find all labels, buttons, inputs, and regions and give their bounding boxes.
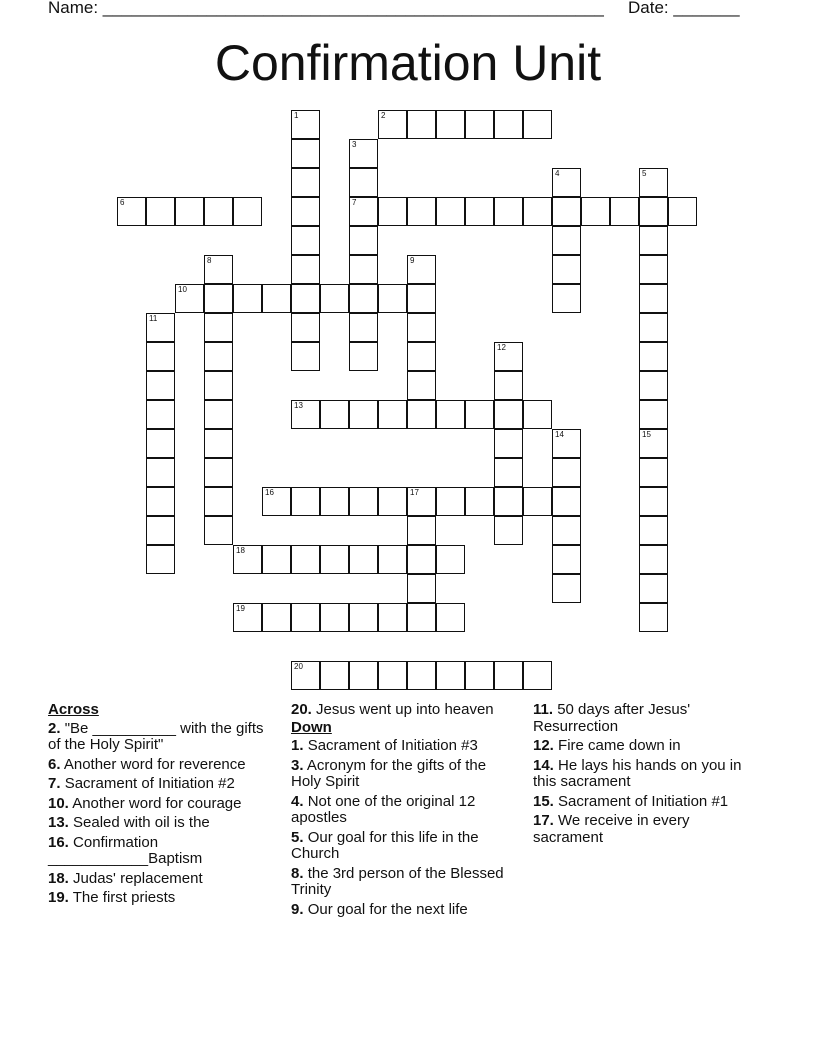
grid-cell[interactable]: [639, 226, 668, 255]
grid-cell[interactable]: [320, 487, 349, 516]
grid-cell[interactable]: [552, 226, 581, 255]
grid-cell[interactable]: [639, 516, 668, 545]
grid-cell[interactable]: [204, 400, 233, 429]
grid-cell[interactable]: [320, 284, 349, 313]
grid-cell[interactable]: [320, 603, 349, 632]
grid-cell[interactable]: [378, 603, 407, 632]
across-heading: Across: [48, 701, 99, 718]
grid-cell[interactable]: [262, 487, 291, 516]
grid-cell[interactable]: [639, 197, 668, 226]
grid-cell[interactable]: [552, 574, 581, 603]
clue-item: [533, 738, 761, 755]
clue-number: 1: [294, 111, 299, 120]
clue-text: Fire came down in: [558, 737, 681, 754]
clue-number: 5: [642, 169, 647, 178]
clue-item: [48, 835, 276, 868]
clue-number: 17: [410, 488, 419, 497]
grid-cell[interactable]: [407, 313, 436, 342]
grid-cell[interactable]: [349, 400, 378, 429]
clue-number-label: 18.: [48, 869, 69, 887]
clue-number-label: 17.: [533, 812, 554, 829]
clue-text: the 3rd person of the Blessed Trinity: [291, 864, 504, 898]
clue-number: 3: [352, 140, 357, 149]
grid-cell[interactable]: [639, 603, 668, 632]
clue-number: 13: [294, 401, 303, 410]
grid-cell[interactable]: [146, 516, 175, 545]
clue-number: 8: [207, 256, 212, 265]
clue-item: [291, 758, 516, 791]
grid-cell[interactable]: [523, 110, 552, 139]
clue-number-label: 14.: [533, 756, 554, 774]
grid-cell[interactable]: [552, 429, 581, 458]
grid-cell[interactable]: [407, 545, 436, 574]
grid-cell[interactable]: [639, 371, 668, 400]
clue-item: [291, 738, 516, 755]
grid-cell[interactable]: [639, 255, 668, 284]
grid-cell[interactable]: [436, 110, 465, 139]
grid-cell[interactable]: [146, 197, 175, 226]
grid-cell[interactable]: [465, 400, 494, 429]
grid-cell[interactable]: [407, 516, 436, 545]
grid-cell[interactable]: [291, 400, 320, 429]
clue-text: He lays his hands on you in this sacrament: [533, 756, 742, 790]
grid-cell[interactable]: [146, 429, 175, 458]
grid-cell[interactable]: [378, 284, 407, 313]
grid-cell[interactable]: [465, 197, 494, 226]
clue-item: [291, 902, 516, 919]
clue-item: [291, 866, 516, 899]
grid-cell[interactable]: [349, 545, 378, 574]
clue-number-label: 3.: [291, 756, 304, 774]
grid-cell[interactable]: [349, 487, 378, 516]
clue-item: [291, 830, 516, 863]
grid-cell[interactable]: [146, 400, 175, 429]
grid-cell[interactable]: [204, 487, 233, 516]
clue-text: We receive in every sacrament: [533, 812, 690, 846]
grid-cell[interactable]: [349, 255, 378, 284]
grid-cell[interactable]: [407, 574, 436, 603]
grid-cell[interactable]: [407, 342, 436, 371]
clue-number: 6: [120, 198, 125, 207]
grid-cell[interactable]: [494, 429, 523, 458]
grid-cell[interactable]: [436, 661, 465, 690]
clue-number: 9: [410, 256, 415, 265]
clue-text: Sacrament of Initiation #3: [307, 737, 478, 754]
grid-cell[interactable]: [204, 371, 233, 400]
grid-cell[interactable]: [407, 400, 436, 429]
clue-number: 19: [236, 604, 245, 613]
clue-number: 11: [149, 314, 158, 323]
grid-cell[interactable]: [639, 574, 668, 603]
clue-item: [48, 721, 276, 754]
grid-cell[interactable]: [436, 400, 465, 429]
clue-number-label: 19.: [48, 889, 69, 906]
grid-cell[interactable]: [639, 545, 668, 574]
clue-item: [48, 890, 276, 907]
grid-cell[interactable]: [349, 342, 378, 371]
grid-cell[interactable]: [146, 371, 175, 400]
clue-item: [533, 813, 761, 846]
grid-cell[interactable]: [349, 313, 378, 342]
grid-cell[interactable]: [436, 487, 465, 516]
clue-number: 7: [352, 198, 357, 207]
grid-cell[interactable]: [407, 487, 436, 516]
clue-item: [291, 794, 516, 827]
grid-cell[interactable]: [291, 168, 320, 197]
clue-number: 10: [178, 285, 187, 294]
grid-cell[interactable]: [494, 371, 523, 400]
clue-number-label: 12.: [533, 737, 554, 754]
grid-cell[interactable]: [436, 603, 465, 632]
grid-cell[interactable]: [639, 429, 668, 458]
grid-cell[interactable]: [552, 487, 581, 516]
grid-cell[interactable]: [291, 313, 320, 342]
grid-cell[interactable]: [349, 226, 378, 255]
grid-cell[interactable]: [465, 110, 494, 139]
clue-item: [48, 871, 276, 888]
grid-cell[interactable]: [291, 661, 320, 690]
grid-cell[interactable]: [175, 197, 204, 226]
grid-cell[interactable]: [146, 458, 175, 487]
grid-cell[interactable]: [494, 400, 523, 429]
clue-number: 18: [236, 546, 245, 555]
grid-cell[interactable]: [378, 661, 407, 690]
grid-cell[interactable]: [349, 168, 378, 197]
grid-cell[interactable]: [494, 661, 523, 690]
clue-number-label: 1.: [291, 737, 304, 754]
grid-cell[interactable]: [494, 197, 523, 226]
grid-cell[interactable]: [146, 313, 175, 342]
grid-cell[interactable]: [291, 139, 320, 168]
clues-column-2: [291, 702, 516, 921]
grid-cell[interactable]: [552, 284, 581, 313]
clue-number-label: 9.: [291, 900, 304, 918]
grid-cell[interactable]: [291, 545, 320, 574]
grid-cell[interactable]: [204, 255, 233, 284]
clue-number-label: 16.: [48, 833, 69, 851]
grid-cell[interactable]: [320, 545, 349, 574]
grid-cell[interactable]: [639, 313, 668, 342]
clue-number-label: 10.: [48, 794, 69, 812]
grid-cell[interactable]: [407, 603, 436, 632]
grid-cell[interactable]: [523, 197, 552, 226]
grid-cell[interactable]: [523, 400, 552, 429]
grid-cell[interactable]: [639, 284, 668, 313]
grid-cell[interactable]: [639, 168, 668, 197]
grid-cell[interactable]: [291, 197, 320, 226]
grid-cell[interactable]: [494, 110, 523, 139]
clues-column-3: [533, 702, 761, 849]
grid-cell[interactable]: [204, 313, 233, 342]
grid-cell[interactable]: [494, 487, 523, 516]
grid-cell[interactable]: [320, 661, 349, 690]
grid-cell[interactable]: [349, 139, 378, 168]
grid-cell[interactable]: [378, 197, 407, 226]
down-heading: Down: [291, 718, 332, 736]
clue-text: Sealed with oil is the: [73, 814, 210, 831]
grid-cell[interactable]: [262, 284, 291, 313]
grid-cell[interactable]: [407, 284, 436, 313]
clue-text: 50 days after Jesus' Resurrection: [533, 701, 691, 735]
grid-cell[interactable]: [494, 458, 523, 487]
grid-cell[interactable]: [523, 661, 552, 690]
grid-cell[interactable]: [262, 603, 291, 632]
clue-text: Sacrament of Initiation #1: [558, 792, 729, 810]
clue-number-label: 11.: [533, 701, 554, 718]
grid-cell[interactable]: [117, 197, 146, 226]
grid-cell[interactable]: [291, 255, 320, 284]
clue-text: Our goal for this life in the Church: [291, 828, 479, 862]
grid-cell[interactable]: [407, 197, 436, 226]
clue-number-label: 4.: [291, 792, 304, 810]
grid-cell[interactable]: [349, 661, 378, 690]
clue-text: Jesus went up into heaven: [316, 701, 494, 718]
clue-item: [533, 702, 761, 735]
clue-text: Not one of the original 12 apostles: [291, 792, 476, 826]
grid-cell[interactable]: [349, 284, 378, 313]
clue-text: Acronym for the gifts of the Holy Spirit: [291, 756, 487, 790]
clue-item: [533, 794, 761, 811]
grid-cell[interactable]: [349, 197, 378, 226]
clue-number: 4: [555, 169, 560, 178]
clue-number-label: 6.: [48, 755, 61, 773]
grid-cell[interactable]: [639, 487, 668, 516]
page-title: Confirmation Unit: [214, 35, 602, 91]
grid-cell[interactable]: [291, 226, 320, 255]
grid-cell[interactable]: [523, 487, 552, 516]
grid-cell[interactable]: [349, 603, 378, 632]
grid-cell[interactable]: [175, 284, 204, 313]
grid-cell[interactable]: [291, 110, 320, 139]
clues-column-1: [48, 702, 276, 910]
grid-cell[interactable]: [204, 284, 233, 313]
clue-number: 15: [642, 430, 651, 439]
grid-cell[interactable]: [465, 661, 494, 690]
grid-cell[interactable]: [436, 197, 465, 226]
grid-cell[interactable]: [233, 603, 262, 632]
clue-text: "Be __________ with the gifts of the Holy Spirit": [48, 719, 264, 753]
grid-cell[interactable]: [407, 255, 436, 284]
grid-cell[interactable]: [378, 110, 407, 139]
grid-cell[interactable]: [146, 487, 175, 516]
clue-number-label: 15.: [533, 792, 554, 810]
clue-text: The first priests: [72, 889, 176, 906]
grid-cell[interactable]: [204, 197, 233, 226]
grid-cell[interactable]: [291, 284, 320, 313]
clue-item: [48, 776, 276, 793]
clue-number-label: 5.: [291, 828, 304, 846]
clue-text: Judas' replacement: [73, 869, 203, 887]
grid-cell[interactable]: [204, 516, 233, 545]
grid-cell[interactable]: [204, 458, 233, 487]
clue-item: [48, 796, 276, 813]
clue-item: [48, 757, 276, 774]
grid-cell[interactable]: [407, 371, 436, 400]
grid-cell[interactable]: [639, 342, 668, 371]
clue-number-label: 8.: [291, 864, 304, 882]
grid-cell[interactable]: [378, 487, 407, 516]
name-field[interactable]: Name: _____________________________________________________: [48, 0, 604, 17]
grid-cell[interactable]: [233, 197, 262, 226]
clue-text: Confirmation ____________Baptism: [48, 833, 203, 867]
grid-cell[interactable]: [436, 545, 465, 574]
grid-cell[interactable]: [581, 197, 610, 226]
clue-number: 14: [555, 430, 564, 439]
clue-number-label: 13.: [48, 814, 69, 831]
clue-number-label: 7.: [48, 775, 61, 792]
grid-cell[interactable]: [639, 400, 668, 429]
grid-cell[interactable]: [552, 255, 581, 284]
clue-number-label: 2.: [48, 719, 61, 737]
grid-cell[interactable]: [378, 400, 407, 429]
grid-cell[interactable]: [494, 342, 523, 371]
grid-cell[interactable]: [233, 545, 262, 574]
grid-cell[interactable]: [204, 342, 233, 371]
grid-cell[interactable]: [146, 342, 175, 371]
grid-cell[interactable]: [146, 545, 175, 574]
grid-cell[interactable]: [407, 661, 436, 690]
clue-item: [48, 815, 276, 832]
clue-text: Sacrament of Initiation #2: [64, 775, 235, 792]
grid-cell[interactable]: [668, 197, 697, 226]
grid-cell[interactable]: [610, 197, 639, 226]
clue-item: [533, 758, 761, 791]
clue-number: 12: [497, 343, 506, 352]
clue-number: 20: [294, 662, 303, 671]
grid-cell[interactable]: [320, 400, 349, 429]
clue-text: Another word for reverence: [63, 755, 246, 773]
grid-cell[interactable]: [378, 545, 407, 574]
grid-cell[interactable]: [291, 603, 320, 632]
grid-cell[interactable]: [639, 458, 668, 487]
grid-cell[interactable]: [291, 487, 320, 516]
date-field[interactable]: Date: _______: [628, 0, 740, 17]
grid-cell[interactable]: [465, 487, 494, 516]
clue-number: 2: [381, 111, 386, 120]
grid-cell[interactable]: [552, 458, 581, 487]
grid-cell[interactable]: [233, 284, 262, 313]
grid-cell[interactable]: [552, 545, 581, 574]
grid-cell[interactable]: [552, 168, 581, 197]
grid-cell[interactable]: [552, 516, 581, 545]
grid-cell[interactable]: [407, 110, 436, 139]
clue-number-label: 20.: [291, 701, 312, 718]
grid-cell[interactable]: [204, 429, 233, 458]
grid-cell[interactable]: [552, 197, 581, 226]
grid-cell[interactable]: [262, 545, 291, 574]
grid-cell[interactable]: [494, 516, 523, 545]
clue-number: 16: [265, 488, 274, 497]
clue-text: Another word for courage: [72, 794, 242, 812]
grid-cell[interactable]: [291, 342, 320, 371]
clue-text: Our goal for the next life: [307, 900, 468, 918]
clue-item: [291, 702, 516, 719]
